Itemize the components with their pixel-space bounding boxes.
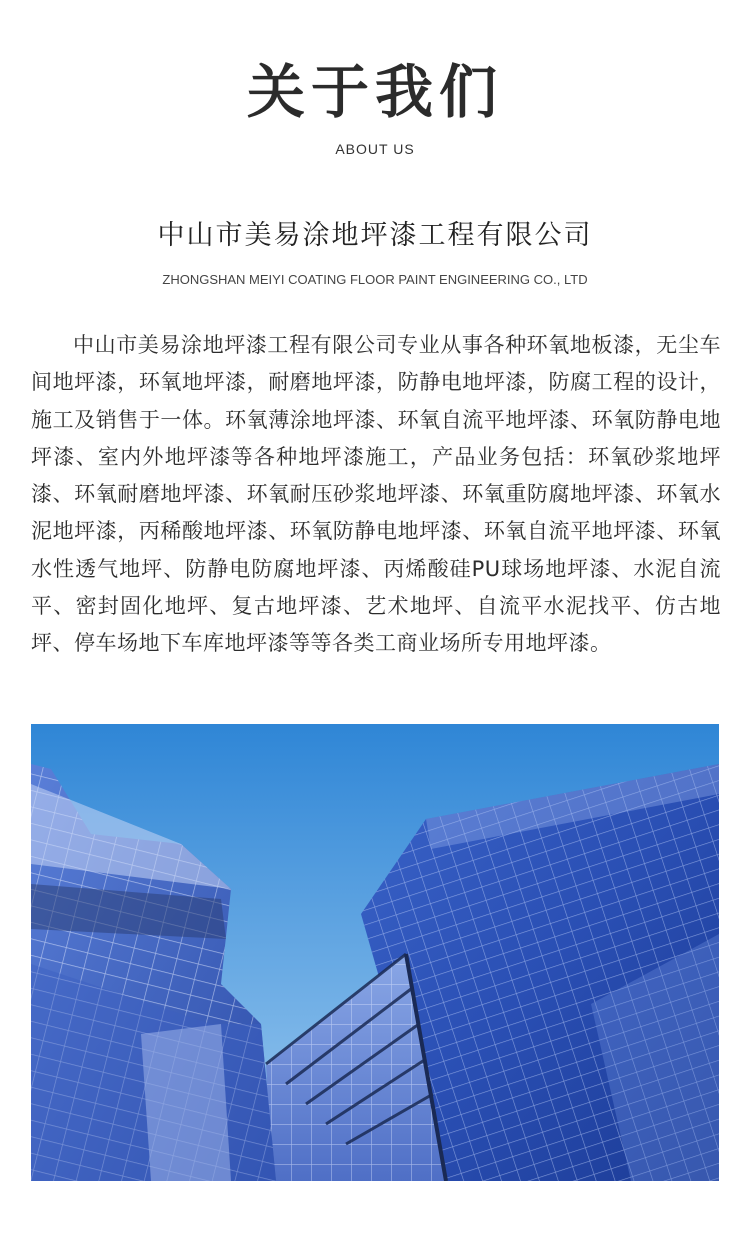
building-photo — [31, 724, 719, 1181]
page-subtitle: ABOUT US — [335, 141, 415, 157]
company-intro: 中山市美易涂地坪漆工程有限公司专业从事各种环氧地板漆，无尘车间地坪漆，环氧地坪漆，耐磨地坪漆，防静电地坪漆，防腐工程的设计，施工及销售于一体。环氧薄涂地坪漆、环氧自流平地坪漆、环氧防静电地坪漆、室内外地坪漆等各种地坪漆施工，产品业务包括：环氧砂浆地坪漆、环氧耐磨地坪漆、环氧耐压砂浆地坪漆、环氧重防腐地坪漆、环氧水泥地坪漆，丙稀酸地坪漆、环氧防静电地坪漆、环氧自流平地坪漆、环氧水性透气地坪、防静电防腐地坪漆、丙烯酸硅PU球场地坪漆、水泥自流平、密封固化地坪、复古地坪漆、艺术地坪、自流平水泥找平、仿古地坪、停车场地下车库地坪漆等等各类工商业场所专用地坪漆。 — [31, 333, 721, 656]
skyscraper-illustration — [31, 724, 719, 1181]
page-title: 关于我们 — [246, 58, 503, 126]
company-name: 中山市美易涂地坪漆工程有限公司 — [157, 220, 593, 251]
company-name-en: ZHONGSHAN MEIYI COATING FLOOR PAINT ENGINEERING CO., LTD — [162, 272, 588, 287]
